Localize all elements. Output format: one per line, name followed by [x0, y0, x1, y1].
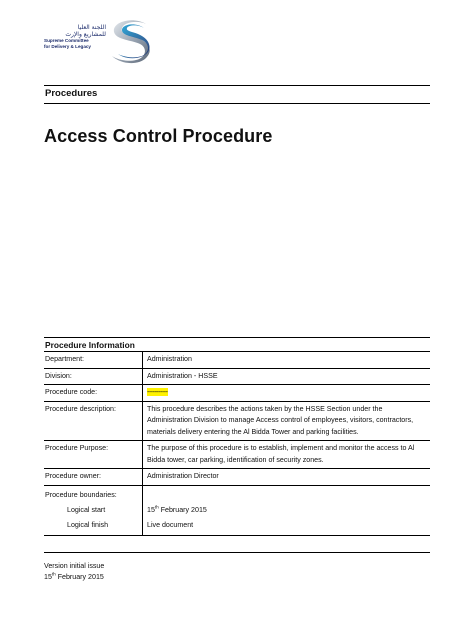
- division-value: Administration - HSSE: [143, 368, 431, 385]
- logo-arabic-line-2: للمشاريع والإرث: [65, 31, 106, 38]
- section-label: Procedures: [45, 88, 98, 99]
- logo-english-line-2: for Delivery & Legacy: [44, 43, 91, 49]
- department-label: Department:: [44, 352, 143, 369]
- footer-rule: [44, 552, 430, 553]
- table-row-owner: [44, 469, 430, 486]
- version-label: Version initial issue: [44, 562, 105, 570]
- procedure-description-value: This procedure describes the actions taken by the HSSE Section under the Administration Division to manage Access control of employees, visitors, contractors, materials delivery entering the Al Bidda Tower and parking facilities.: [143, 401, 431, 441]
- procedure-owner-value: Administration Director: [143, 469, 431, 486]
- table-row-boundaries: [44, 485, 430, 535]
- procedure-description-label: Procedure description:: [44, 401, 143, 441]
- procedure-information-heading: Procedure Information: [45, 340, 135, 350]
- version-date: 15th February 2015: [44, 571, 104, 581]
- logo-english-line-1: Supreme Committee: [44, 38, 89, 43]
- department-value: Administration: [143, 352, 431, 369]
- logical-finish-label: Logical finish: [67, 520, 109, 529]
- logo-arabic-line-1: اللجنة العليا: [77, 24, 106, 31]
- table-row-code: [44, 385, 430, 402]
- procedure-purpose-label: Procedure Purpose:: [44, 441, 143, 469]
- table-row-department: [44, 352, 430, 369]
- info-top-rule: [44, 337, 430, 338]
- logical-finish-value: Live document: [147, 520, 194, 529]
- table-row-description: [44, 401, 430, 441]
- logical-start-label: Logical start: [67, 505, 106, 514]
- division-label: Division:: [44, 368, 143, 385]
- logo-emblem-icon: [102, 18, 158, 66]
- procedure-purpose-value: The purpose of this procedure is to establish, implement and monitor the access to Al Bidda tower, car parking, identification of security zones.: [143, 441, 431, 469]
- header-bottom-rule: [44, 103, 430, 104]
- procedure-code-value: -----------: [147, 388, 168, 396]
- table-row-division: [44, 368, 430, 385]
- logical-start-value: 15th February 2015: [147, 504, 207, 514]
- version-footer: [44, 561, 104, 583]
- procedure-boundaries-label: Procedure boundaries:: [45, 490, 117, 499]
- supreme-committee-logo: [44, 18, 162, 66]
- procedure-code-label: Procedure code:: [44, 385, 143, 402]
- logo-wordmark: [44, 24, 106, 49]
- procedure-owner-label: Procedure owner:: [44, 469, 143, 486]
- table-row-purpose: [44, 441, 430, 469]
- procedure-information-table: [44, 351, 430, 536]
- document-title: Access Control Procedure: [44, 126, 273, 146]
- header-top-rule: [44, 85, 430, 86]
